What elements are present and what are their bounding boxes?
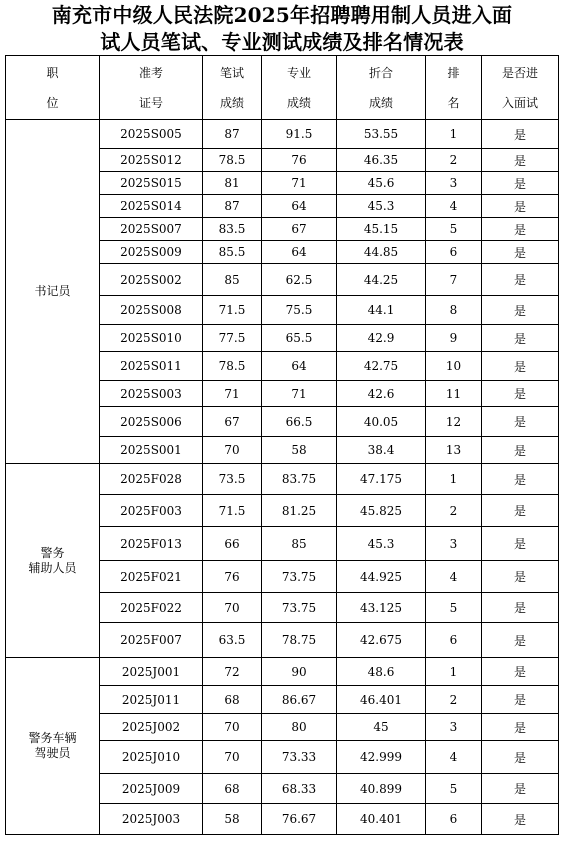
header-composite-score: 折合 成绩 bbox=[337, 56, 426, 120]
table-row bbox=[6, 464, 559, 495]
professional-score-cell: 67 bbox=[262, 218, 337, 241]
interview-cell: 是 bbox=[482, 658, 559, 686]
rank-cell: 3 bbox=[426, 714, 482, 741]
written-score-cell: 70 bbox=[203, 593, 262, 623]
composite-score-cell: 40.401 bbox=[337, 804, 426, 835]
rank-cell: 9 bbox=[426, 325, 482, 352]
rank-cell: 1 bbox=[426, 658, 482, 686]
position-name-line: 警务车辆 bbox=[28, 731, 77, 745]
interview-cell: 是 bbox=[482, 407, 559, 437]
position-group-cell bbox=[6, 464, 100, 658]
exam-id-cell: 2025F013 bbox=[100, 527, 203, 561]
interview-cell: 是 bbox=[482, 218, 559, 241]
written-score-cell: 70 bbox=[203, 714, 262, 741]
composite-score-cell: 42.999 bbox=[337, 741, 426, 774]
composite-score-cell: 40.05 bbox=[337, 407, 426, 437]
exam-id-cell: 2025F003 bbox=[100, 495, 203, 527]
composite-score-cell: 46.35 bbox=[337, 149, 426, 172]
professional-score-cell: 73.75 bbox=[262, 561, 337, 593]
professional-score-cell: 73.75 bbox=[262, 593, 337, 623]
professional-score-cell: 66.5 bbox=[262, 407, 337, 437]
professional-score-cell: 91.5 bbox=[262, 120, 337, 149]
position-name-line: 辅助人员 bbox=[28, 560, 77, 575]
table-row bbox=[6, 658, 559, 686]
composite-score-cell: 44.25 bbox=[337, 264, 426, 296]
written-score-cell: 81 bbox=[203, 172, 262, 195]
written-score-cell: 63.5 bbox=[203, 623, 262, 658]
rank-cell: 2 bbox=[426, 495, 482, 527]
written-score-cell: 68 bbox=[203, 774, 262, 804]
rank-cell: 4 bbox=[426, 561, 482, 593]
composite-score-cell: 44.1 bbox=[337, 296, 426, 325]
interview-cell: 是 bbox=[482, 741, 559, 774]
composite-score-cell: 47.175 bbox=[337, 464, 426, 495]
exam-id-cell: 2025S001 bbox=[100, 437, 203, 464]
position-group-cell bbox=[6, 658, 100, 835]
professional-score-cell: 80 bbox=[262, 714, 337, 741]
scores-table bbox=[5, 55, 559, 835]
header-rank: 排 名 bbox=[426, 56, 482, 120]
interview-cell: 是 bbox=[482, 561, 559, 593]
interview-cell: 是 bbox=[482, 774, 559, 804]
position-name-line: 驾驶员 bbox=[34, 746, 71, 760]
exam-id-cell: 2025S005 bbox=[100, 120, 203, 149]
written-score-cell: 85.5 bbox=[203, 241, 262, 264]
exam-id-cell: 2025S014 bbox=[100, 195, 203, 218]
professional-score-cell: 68.33 bbox=[262, 774, 337, 804]
professional-score-cell: 83.75 bbox=[262, 464, 337, 495]
exam-id-cell: 2025F022 bbox=[100, 593, 203, 623]
rank-cell: 4 bbox=[426, 195, 482, 218]
position-name-line: 书记员 bbox=[34, 284, 71, 298]
rank-cell: 3 bbox=[426, 527, 482, 561]
rank-cell: 5 bbox=[426, 218, 482, 241]
interview-cell: 是 bbox=[482, 352, 559, 381]
rank-cell: 2 bbox=[426, 686, 482, 714]
professional-score-cell: 64 bbox=[262, 352, 337, 381]
written-score-cell: 71.5 bbox=[203, 296, 262, 325]
professional-score-cell: 64 bbox=[262, 195, 337, 218]
composite-score-cell: 45.3 bbox=[337, 527, 426, 561]
composite-score-cell: 42.75 bbox=[337, 352, 426, 381]
interview-cell: 是 bbox=[482, 527, 559, 561]
rank-cell: 2 bbox=[426, 149, 482, 172]
composite-score-cell: 45.15 bbox=[337, 218, 426, 241]
composite-score-cell: 45 bbox=[337, 714, 426, 741]
rank-cell: 1 bbox=[426, 120, 482, 149]
interview-cell: 是 bbox=[482, 241, 559, 264]
written-score-cell: 87 bbox=[203, 195, 262, 218]
interview-cell: 是 bbox=[482, 464, 559, 495]
written-score-cell: 85 bbox=[203, 264, 262, 296]
composite-score-cell: 46.401 bbox=[337, 686, 426, 714]
professional-score-cell: 81.25 bbox=[262, 495, 337, 527]
written-score-cell: 70 bbox=[203, 741, 262, 774]
rank-cell: 10 bbox=[426, 352, 482, 381]
interview-cell: 是 bbox=[482, 264, 559, 296]
composite-score-cell: 42.675 bbox=[337, 623, 426, 658]
written-score-cell: 76 bbox=[203, 561, 262, 593]
title-line-1: 南充市中级人民法院2025年招聘聘用制人员进入面 bbox=[51, 3, 513, 27]
interview-cell: 是 bbox=[482, 195, 559, 218]
professional-score-cell: 90 bbox=[262, 658, 337, 686]
professional-score-cell: 75.5 bbox=[262, 296, 337, 325]
rank-cell: 5 bbox=[426, 774, 482, 804]
written-score-cell: 73.5 bbox=[203, 464, 262, 495]
professional-score-cell: 86.67 bbox=[262, 686, 337, 714]
rank-cell: 12 bbox=[426, 407, 482, 437]
interview-cell: 是 bbox=[482, 172, 559, 195]
exam-id-cell: 2025S015 bbox=[100, 172, 203, 195]
interview-cell: 是 bbox=[482, 623, 559, 658]
professional-score-cell: 76 bbox=[262, 149, 337, 172]
exam-id-cell: 2025S009 bbox=[100, 241, 203, 264]
composite-score-cell: 42.9 bbox=[337, 325, 426, 352]
rank-cell: 13 bbox=[426, 437, 482, 464]
document-title bbox=[0, 0, 564, 56]
interview-cell: 是 bbox=[482, 149, 559, 172]
exam-id-cell: 2025F021 bbox=[100, 561, 203, 593]
exam-id-cell: 2025J002 bbox=[100, 714, 203, 741]
exam-id-cell: 2025J003 bbox=[100, 804, 203, 835]
written-score-cell: 66 bbox=[203, 527, 262, 561]
written-score-cell: 71 bbox=[203, 381, 262, 407]
interview-cell: 是 bbox=[482, 495, 559, 527]
exam-id-cell: 2025S008 bbox=[100, 296, 203, 325]
rank-cell: 8 bbox=[426, 296, 482, 325]
header-professional-score: 专业 成绩 bbox=[262, 56, 337, 120]
written-score-cell: 78.5 bbox=[203, 352, 262, 381]
interview-cell: 是 bbox=[482, 437, 559, 464]
composite-score-cell: 43.125 bbox=[337, 593, 426, 623]
rank-cell: 6 bbox=[426, 804, 482, 835]
exam-id-cell: 2025S011 bbox=[100, 352, 203, 381]
interview-cell: 是 bbox=[482, 804, 559, 835]
written-score-cell: 67 bbox=[203, 407, 262, 437]
rank-cell: 7 bbox=[426, 264, 482, 296]
professional-score-cell: 78.75 bbox=[262, 623, 337, 658]
rank-cell: 6 bbox=[426, 623, 482, 658]
exam-id-cell: 2025S012 bbox=[100, 149, 203, 172]
professional-score-cell: 62.5 bbox=[262, 264, 337, 296]
professional-score-cell: 71 bbox=[262, 381, 337, 407]
professional-score-cell: 85 bbox=[262, 527, 337, 561]
interview-cell: 是 bbox=[482, 686, 559, 714]
rank-cell: 5 bbox=[426, 593, 482, 623]
exam-id-cell: 2025S003 bbox=[100, 381, 203, 407]
interview-cell: 是 bbox=[482, 325, 559, 352]
composite-score-cell: 38.4 bbox=[337, 437, 426, 464]
written-score-cell: 83.5 bbox=[203, 218, 262, 241]
table-row bbox=[6, 120, 559, 149]
professional-score-cell: 64 bbox=[262, 241, 337, 264]
position-name-line: 警务 bbox=[40, 545, 65, 560]
table-header bbox=[6, 56, 559, 120]
composite-score-cell: 44.85 bbox=[337, 241, 426, 264]
position-group-cell bbox=[6, 120, 100, 464]
rank-cell: 6 bbox=[426, 241, 482, 264]
header-written-score: 笔试 成绩 bbox=[203, 56, 262, 120]
exam-id-cell: 2025S007 bbox=[100, 218, 203, 241]
written-score-cell: 58 bbox=[203, 804, 262, 835]
title-line-2: 试人员笔试、专业测试成绩及排名情况表 bbox=[100, 30, 464, 54]
header-row bbox=[6, 56, 559, 120]
written-score-cell: 87 bbox=[203, 120, 262, 149]
composite-score-cell: 45.3 bbox=[337, 195, 426, 218]
professional-score-cell: 58 bbox=[262, 437, 337, 464]
exam-id-cell: 2025J010 bbox=[100, 741, 203, 774]
written-score-cell: 68 bbox=[203, 686, 262, 714]
composite-score-cell: 42.6 bbox=[337, 381, 426, 407]
composite-score-cell: 53.55 bbox=[337, 120, 426, 149]
exam-id-cell: 2025S006 bbox=[100, 407, 203, 437]
interview-cell: 是 bbox=[482, 593, 559, 623]
written-score-cell: 78.5 bbox=[203, 149, 262, 172]
written-score-cell: 72 bbox=[203, 658, 262, 686]
interview-cell: 是 bbox=[482, 296, 559, 325]
composite-score-cell: 44.925 bbox=[337, 561, 426, 593]
rank-cell: 11 bbox=[426, 381, 482, 407]
composite-score-cell: 40.899 bbox=[337, 774, 426, 804]
exam-id-cell: 2025S002 bbox=[100, 264, 203, 296]
professional-score-cell: 65.5 bbox=[262, 325, 337, 352]
rank-cell: 4 bbox=[426, 741, 482, 774]
exam-id-cell: 2025J001 bbox=[100, 658, 203, 686]
professional-score-cell: 73.33 bbox=[262, 741, 337, 774]
composite-score-cell: 45.6 bbox=[337, 172, 426, 195]
written-score-cell: 71.5 bbox=[203, 495, 262, 527]
exam-id-cell: 2025J009 bbox=[100, 774, 203, 804]
header-position: 职 位 bbox=[6, 56, 100, 120]
professional-score-cell: 76.67 bbox=[262, 804, 337, 835]
header-exam-id: 准考 证号 bbox=[100, 56, 203, 120]
exam-id-cell: 2025J011 bbox=[100, 686, 203, 714]
written-score-cell: 70 bbox=[203, 437, 262, 464]
composite-score-cell: 45.825 bbox=[337, 495, 426, 527]
interview-cell: 是 bbox=[482, 381, 559, 407]
professional-score-cell: 71 bbox=[262, 172, 337, 195]
interview-cell: 是 bbox=[482, 120, 559, 149]
rank-cell: 3 bbox=[426, 172, 482, 195]
header-interview: 是否进 入面试 bbox=[482, 56, 559, 120]
interview-cell: 是 bbox=[482, 714, 559, 741]
composite-score-cell: 48.6 bbox=[337, 658, 426, 686]
exam-id-cell: 2025F007 bbox=[100, 623, 203, 658]
written-score-cell: 77.5 bbox=[203, 325, 262, 352]
exam-id-cell: 2025S010 bbox=[100, 325, 203, 352]
rank-cell: 1 bbox=[426, 464, 482, 495]
table-body bbox=[6, 120, 559, 835]
exam-id-cell: 2025F028 bbox=[100, 464, 203, 495]
